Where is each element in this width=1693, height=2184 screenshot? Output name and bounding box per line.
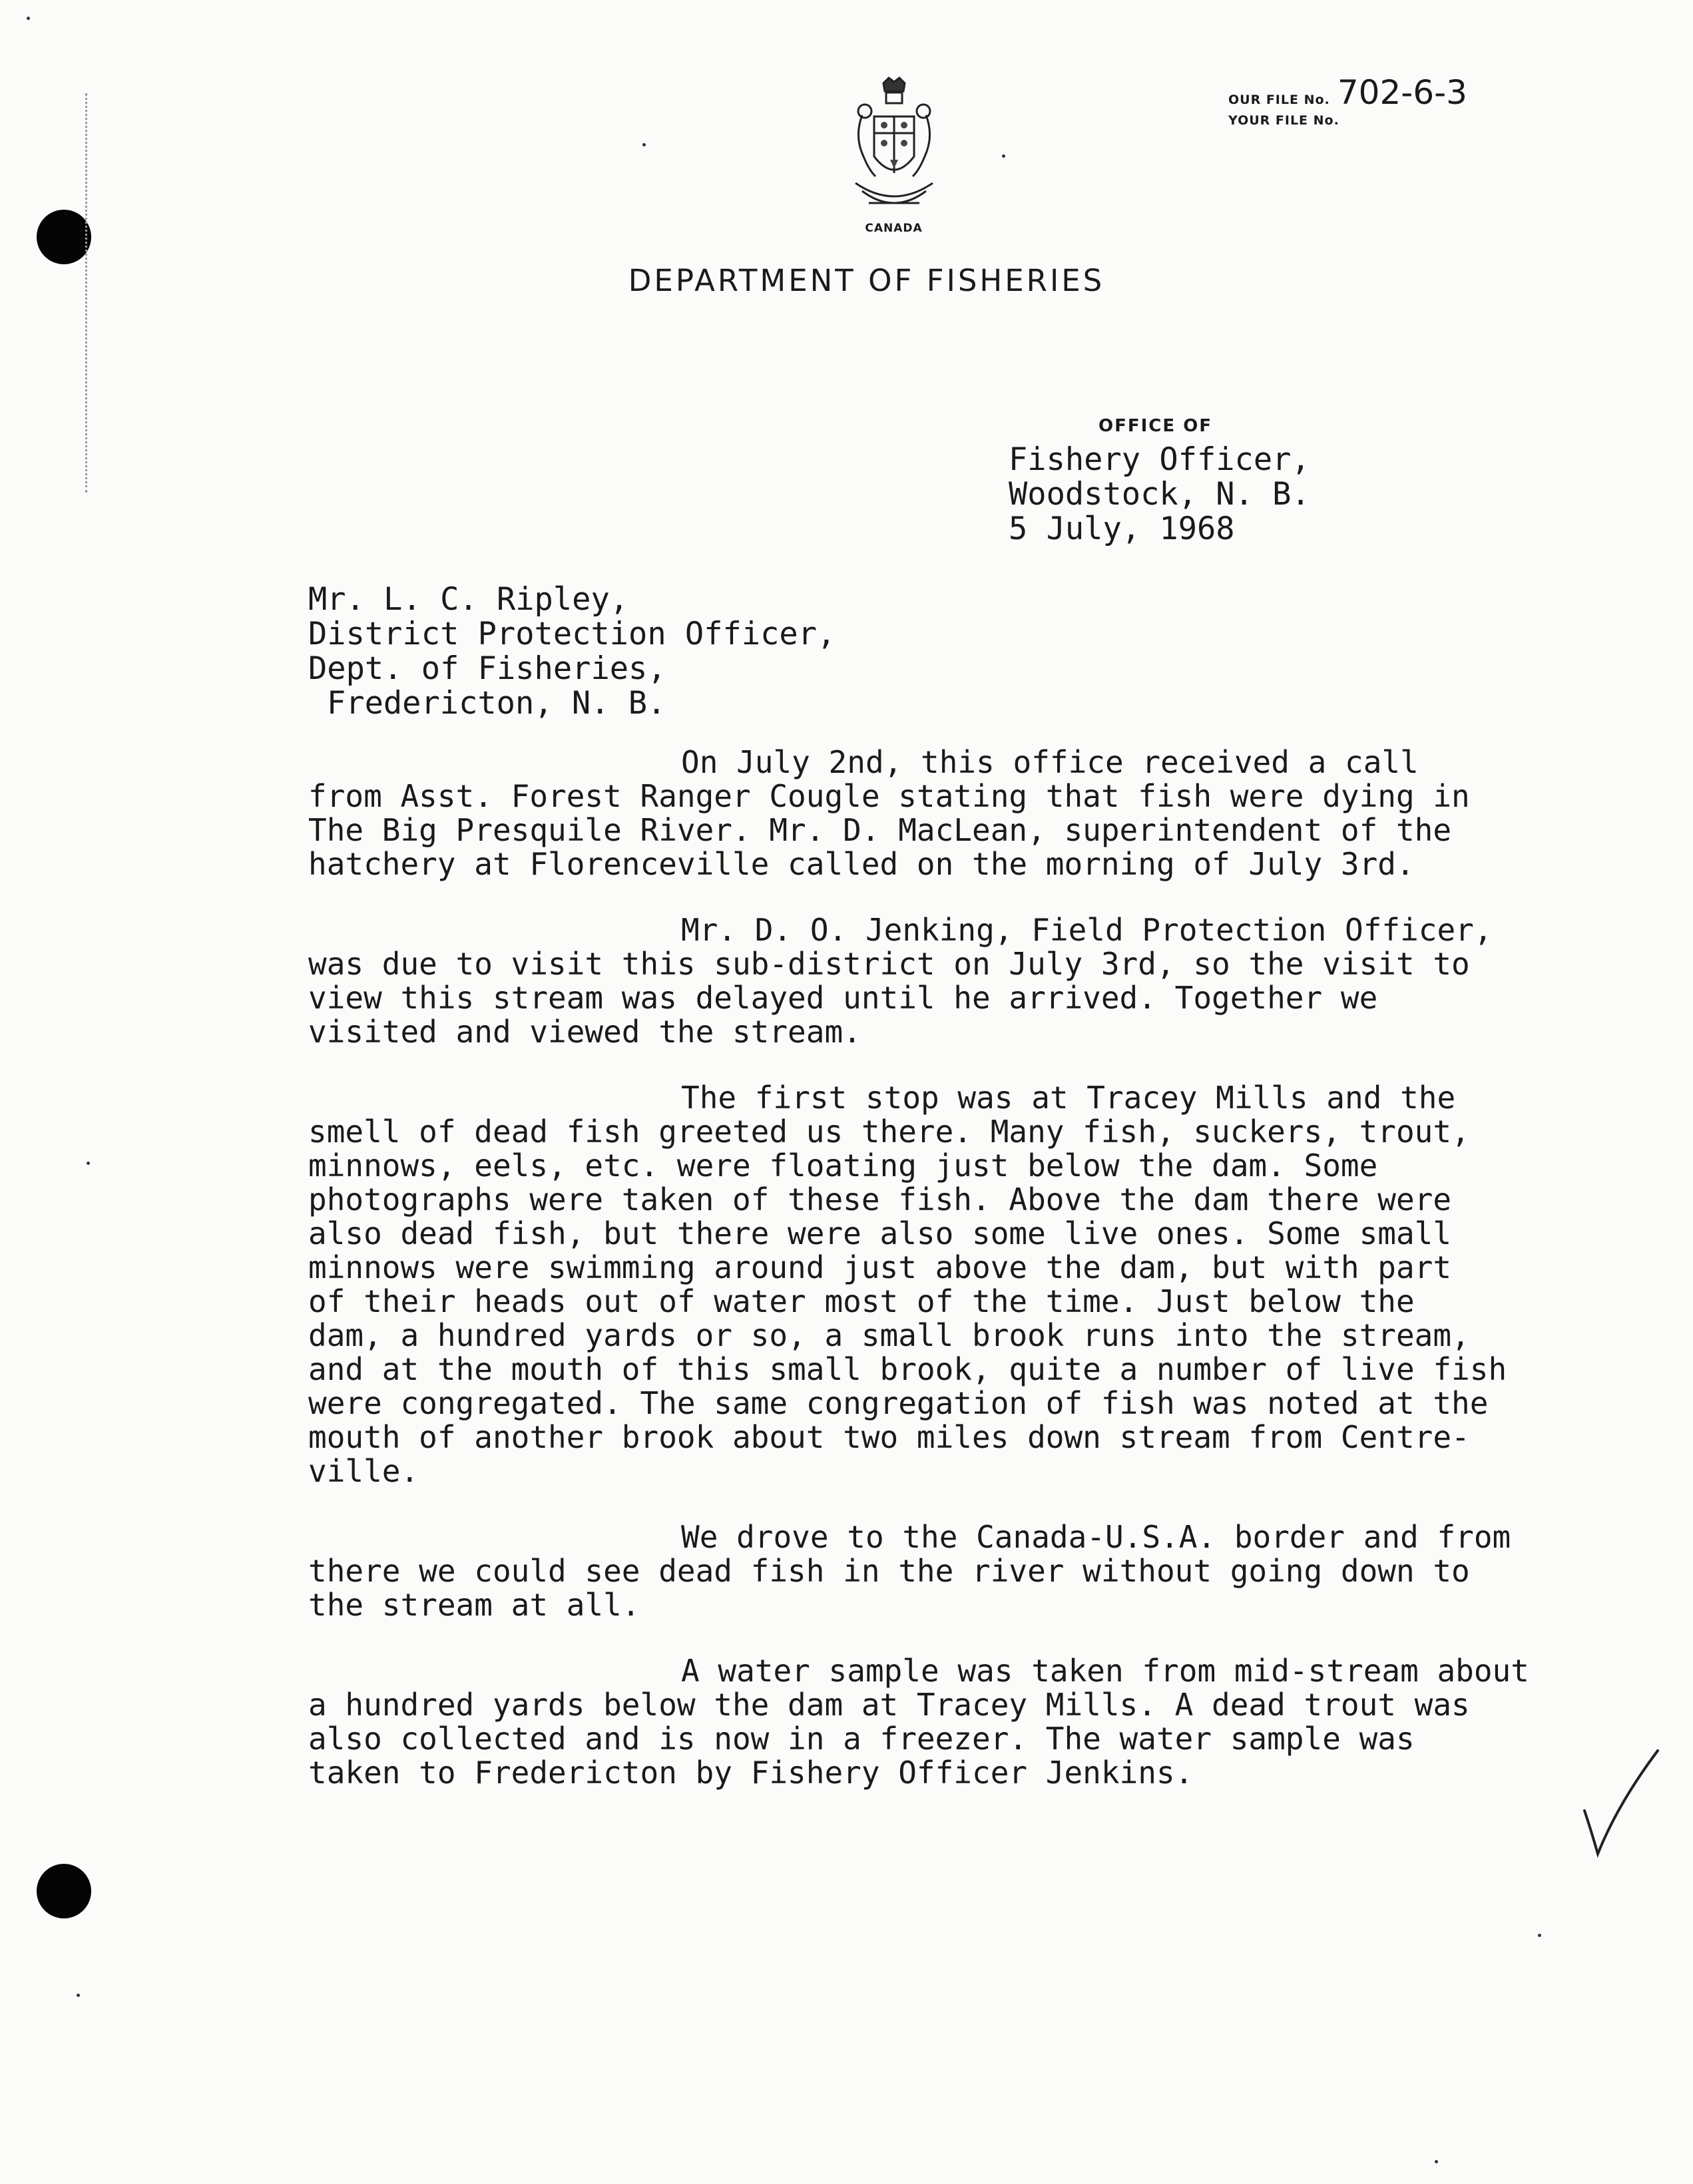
scan-speck	[642, 143, 646, 146]
sender-location: Woodstock, N. B.	[1009, 476, 1310, 513]
our-file-line	[1228, 73, 1601, 113]
addressee-title: District Protection Officer,	[308, 616, 836, 652]
body-paragraph: We drove to the Canada-U.S.A. border and from there we could see dead fish in the river without going down to the stream at all.	[308, 1519, 1511, 1623]
addressee-department: Dept. of Fisheries,	[308, 650, 666, 687]
office-of-label: OFFICE OF	[1098, 416, 1213, 436]
punch-hole-bottom	[37, 1864, 91, 1918]
canada-coat-of-arms	[842, 77, 945, 246]
sender-title: Fishery Officer,	[1009, 441, 1310, 478]
scan-speck	[1538, 1934, 1541, 1937]
punch-hole-top	[37, 210, 91, 264]
body-paragraph: On July 2nd, this office received a call from Asst. Forest Ranger Cougle stating that fish were dying in The Big Presquile River. Mr. D. MacLean, superintendent of the hatchery at Florenceville called on the morning of July 3rd.	[308, 744, 1470, 882]
department-heading: DEPARTMENT OF FISHERIES	[628, 263, 1105, 298]
scan-speck	[27, 17, 30, 20]
letter-date: 5 July, 1968	[1009, 511, 1235, 547]
letter-body	[308, 746, 1633, 1822]
coat-of-arms-icon	[842, 77, 945, 220]
addressee-city: Fredericton, N. B.	[327, 685, 666, 722]
file-number-block	[1228, 73, 1601, 153]
crest-label: CANADA	[865, 222, 923, 235]
your-file-label: YOUR FILE No.	[1228, 113, 1339, 128]
addressee-block	[308, 582, 836, 721]
your-file-line	[1228, 113, 1601, 153]
scan-speck	[1435, 2160, 1438, 2163]
body-paragraph: Mr. D. O. Jenking, Field Protection Officer, was due to visit this sub-district on July 3rd, so the visit to view this stream was delayed until he arrived. Together we visited and viewed the stream.	[308, 912, 1493, 1050]
addressee-name: Mr. L. C. Ripley,	[308, 581, 629, 618]
scan-speck	[77, 1994, 80, 1997]
sender-block	[1009, 443, 1310, 546]
our-file-label: OUR FILE No.	[1228, 93, 1330, 107]
scan-speck	[1002, 154, 1005, 158]
body-paragraph: The first stop was at Tracey Mills and the smell of dead fish greeted us there. Many fish, suckers, trout, minnows, eels, etc. were floating just below the dam. Some photographs were taken of these fish. Above the dam there were also dead fish, but there were also some live ones. Some small minnows were swimming around just above the dam, but with part of their heads out of water most of the time. Just below the dam, a hundred yards or so, a small brook runs into the stream, and at the mouth of this small brook, quite a number of live fish were congregated. The same congregation of fish was noted at the mouth of another brook about two miles down stream from Centre- ville.	[308, 1080, 1507, 1489]
handwritten-checkmark-icon	[1571, 1744, 1664, 1864]
our-file-value: 702-6-3	[1337, 73, 1467, 112]
scan-speck	[87, 1162, 90, 1165]
body-paragraph: A water sample was taken from mid-stream about a hundred yards below the dam at Tracey Mills. A dead trout was also collected and is now in a freezer. The water sample was taken to Fredericton by Fishery Officer Jenkins.	[308, 1653, 1529, 1791]
